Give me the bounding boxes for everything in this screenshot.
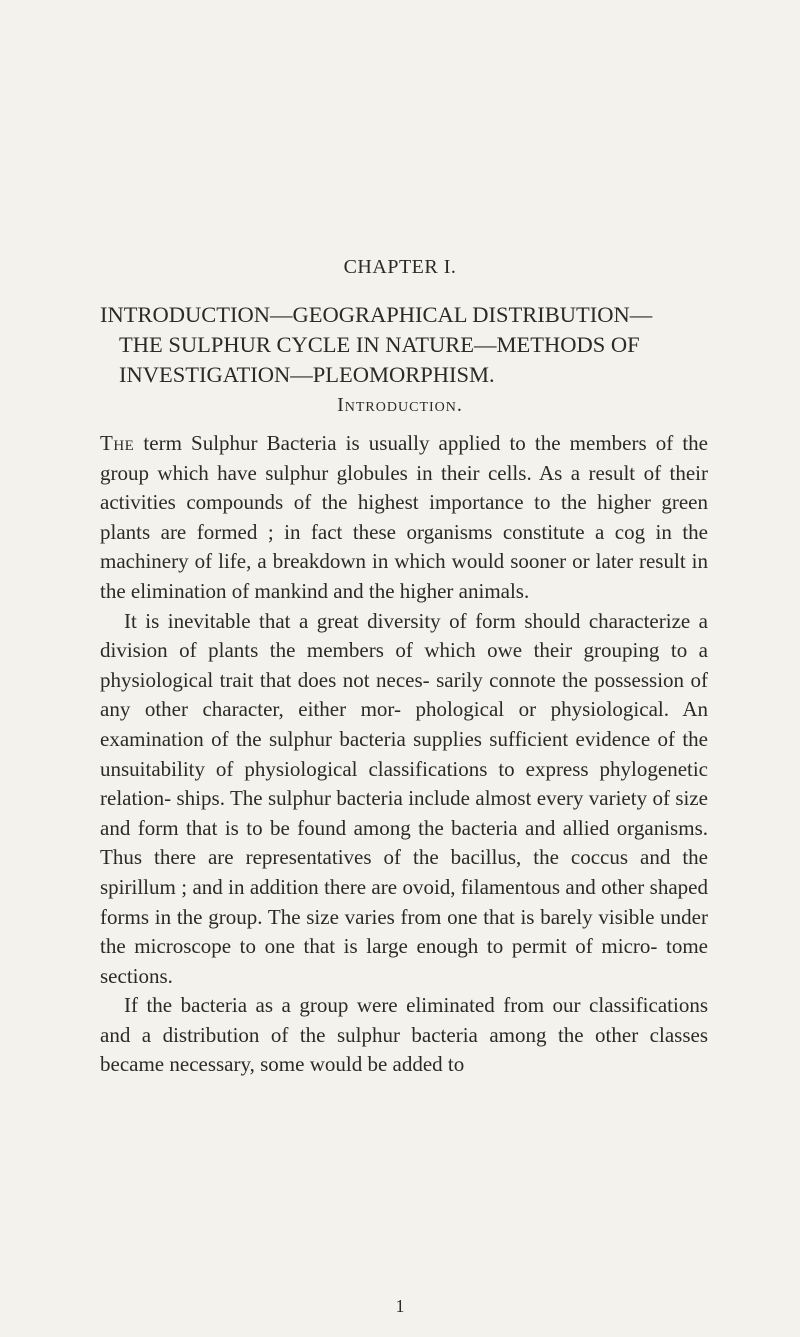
- paragraph-text: term Sulphur Bacteria is usually applied to the members of the group which have sulphur globules in their cells. As a result of their activities compounds of the highest importance to the higher green plants are formed ; in fact these organisms constitute a cog in the machinery of life, a breakdown in which would sooner or later result in the elimination of mankind and the higher animals.: [100, 431, 708, 603]
- paragraph: [100, 429, 708, 607]
- paragraph: It is inevitable that a great diversity of form should characterize a division of plants the members of which owe their grouping to a physiological trait that does not neces- sarily connote the possession of any other character, either mor- phological or physiological. An examination of the sulphur bacteria supplies sufficient evidence of the unsuitability of physiological classifications to express phylogenetic relation- ships. The sulphur bacteria include almost every variety of size and form that is to be found among the bacteria and allied organisms. Thus there are representatives of the bacillus, the coccus and the spirillum ; and in addition there are ovoid, filamentous and other shaped forms in the group. The size varies from one that is barely visible under the microscope to one that is large enough to permit of micro- tome sections.: [100, 608, 708, 988]
- paragraph: If the bacteria as a group were eliminated from our classifications and a distribution of the sulphur bacteria among the other classes became necessary, some would be added to: [100, 993, 708, 1077]
- chapter-title-line: THE SULPHUR CYCLE IN NATURE—METHODS OF: [119, 332, 640, 357]
- body-text: [100, 429, 708, 1080]
- chapter-label: CHAPTER I.: [343, 256, 457, 278]
- paragraph-lead-word: The: [100, 431, 135, 455]
- page-number: 1: [395, 1296, 405, 1316]
- chapter-title: [100, 300, 720, 390]
- chapter-title-line: INTRODUCTION—GEOGRAPHICAL DISTRIBUTION—: [100, 302, 653, 327]
- chapter-title-line: INVESTIGATION—PLEOMORPHISM.: [119, 362, 495, 387]
- section-heading: Introduction.: [337, 394, 463, 416]
